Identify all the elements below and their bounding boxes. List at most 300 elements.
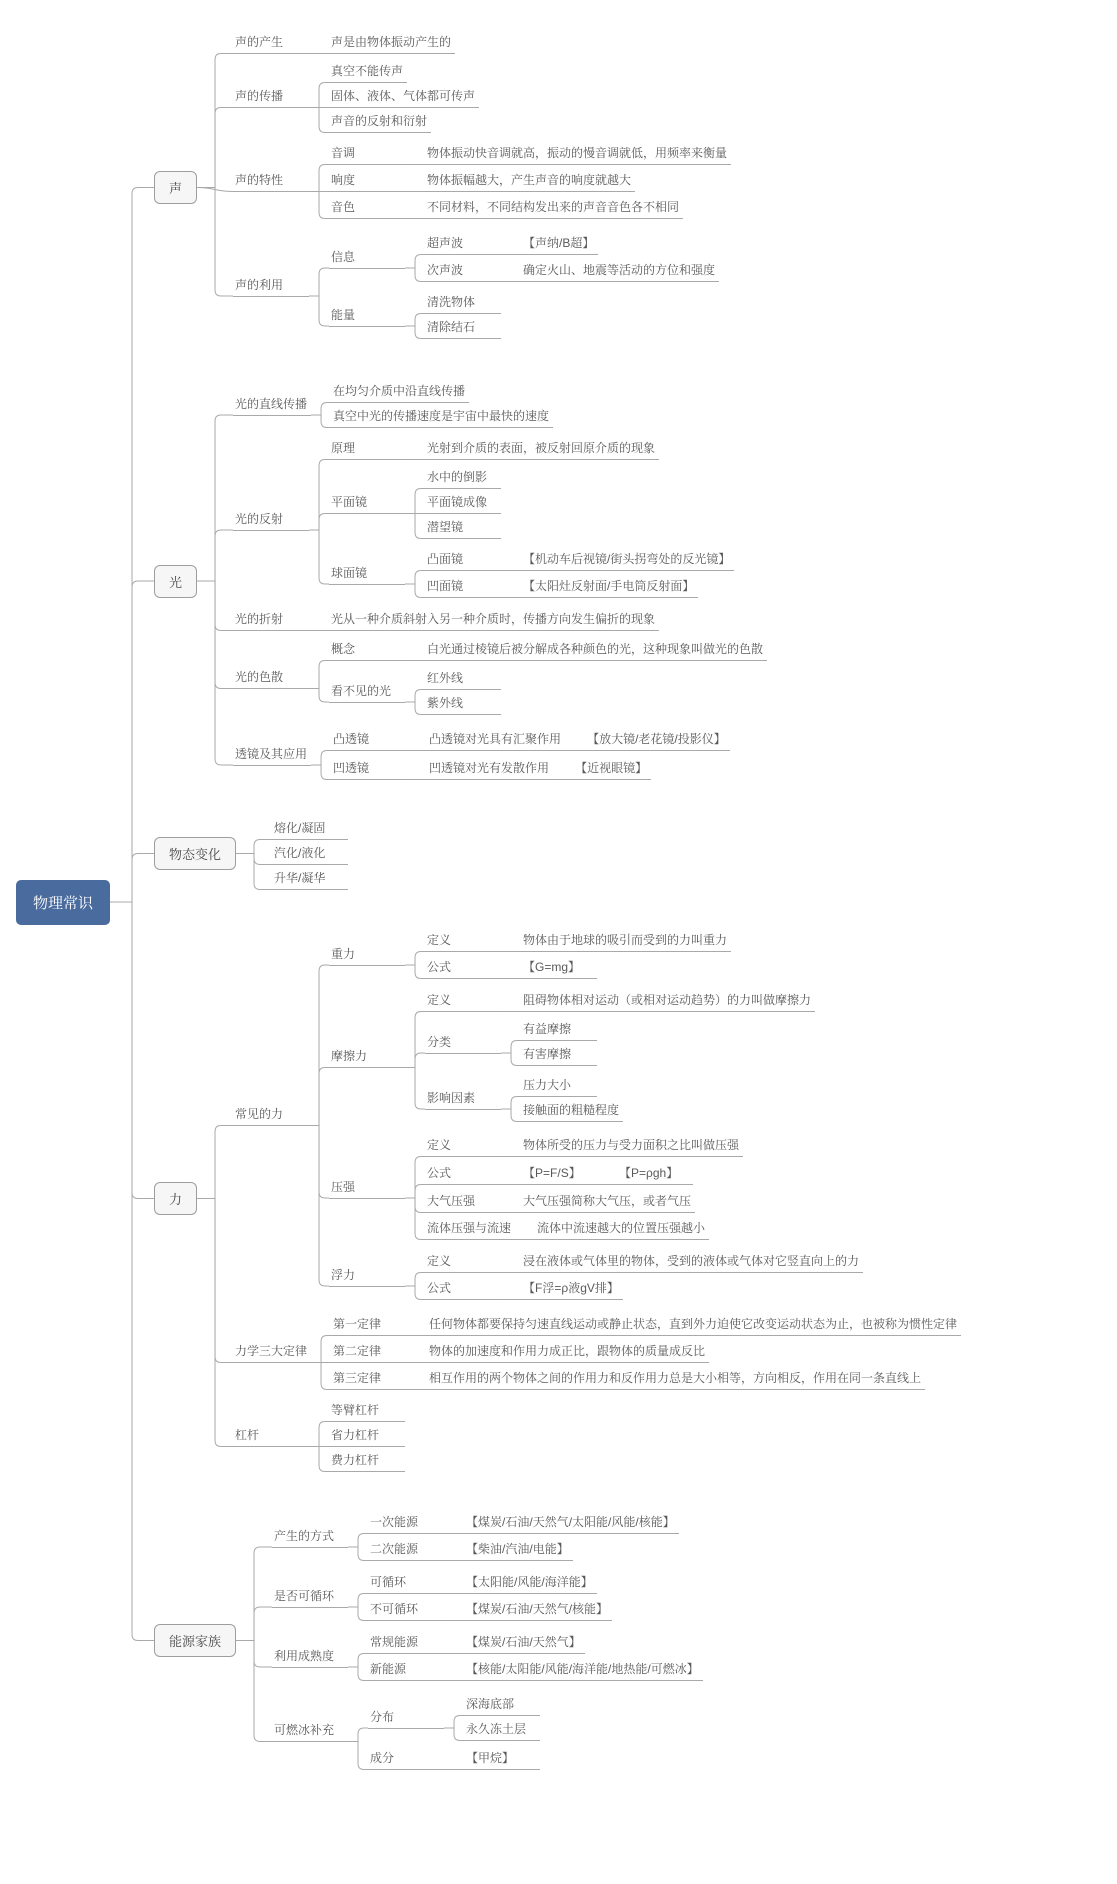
topic-node[interactable]: 流体压强与流速 bbox=[425, 1217, 515, 1240]
topic-node[interactable]: 清除结石 bbox=[425, 316, 501, 339]
mindmap-subtree bbox=[329, 465, 734, 540]
mindmap-subtree bbox=[425, 692, 501, 715]
topic-node[interactable]: 光射到介质的表面，被反射回原介质的现象 bbox=[425, 437, 659, 460]
children-group bbox=[425, 168, 635, 193]
mindmap-subtree bbox=[233, 636, 767, 719]
mindmap-subtree bbox=[425, 574, 734, 599]
children-group bbox=[427, 726, 730, 753]
mindmap-subtree bbox=[425, 1133, 743, 1158]
topic-node[interactable]: 声是由物体振动产生的 bbox=[329, 31, 455, 54]
topic-node[interactable]: 透镜及其应用 bbox=[233, 743, 311, 766]
children-group bbox=[329, 924, 863, 1305]
mindmap-subtree bbox=[521, 1190, 695, 1213]
topic-node[interactable]: 不可循环 bbox=[368, 1598, 444, 1621]
topic-node[interactable]: 声的传播 bbox=[233, 85, 309, 108]
branch-node[interactable]: 光 bbox=[154, 565, 197, 598]
topic-node[interactable]: 升华/凝华 bbox=[272, 867, 348, 890]
topic-node[interactable]: 【煤炭/石油/天然气/太阳能/风能/核能】 bbox=[464, 1511, 679, 1534]
mindmap-subtree bbox=[425, 316, 501, 339]
topic-node[interactable]: 【F浮=ρ液gV排】 bbox=[521, 1277, 623, 1300]
topic-node[interactable]: 【G=mg】 bbox=[521, 956, 597, 979]
children-group bbox=[521, 955, 597, 980]
mindmap-subtree bbox=[521, 232, 598, 255]
topic-node[interactable]: 常规能源 bbox=[368, 1631, 444, 1654]
mindmap-subtree bbox=[329, 60, 479, 83]
topic-node[interactable]: 光的折射 bbox=[233, 608, 309, 631]
topic-node[interactable]: 红外线 bbox=[425, 667, 501, 690]
topic-node[interactable]: 【放大镜/老花镜/投影仪】 bbox=[585, 728, 730, 751]
mindmap-subtree bbox=[573, 757, 651, 780]
mindmap-subtree bbox=[425, 291, 501, 314]
topic-node[interactable]: 分类 bbox=[425, 1031, 501, 1054]
topic-node[interactable]: 公式 bbox=[425, 1162, 501, 1185]
topic-node[interactable]: 原理 bbox=[329, 437, 405, 460]
mindmap-subtree bbox=[425, 169, 635, 192]
mindmap-subtree bbox=[154, 921, 961, 1476]
topic-node[interactable]: 公式 bbox=[425, 1277, 501, 1300]
mindmap-subtree bbox=[521, 1134, 743, 1157]
mindmap-subtree bbox=[427, 1340, 709, 1363]
mindmap-subtree bbox=[233, 140, 731, 221]
mindmap-subtree bbox=[464, 1598, 612, 1621]
mindmap-subtree bbox=[233, 379, 767, 429]
mindmap-subtree bbox=[329, 987, 863, 1126]
topic-node[interactable]: 能量 bbox=[329, 304, 405, 327]
mindmap-subtree bbox=[425, 196, 683, 219]
mindmap-subtree bbox=[272, 867, 348, 890]
children-group bbox=[425, 666, 501, 716]
mindmap-subtree bbox=[272, 817, 348, 840]
topic-node[interactable]: 清洗物体 bbox=[425, 291, 501, 314]
children-group bbox=[521, 1160, 693, 1187]
mindmap-subtree bbox=[233, 607, 767, 632]
mindmap-subtree bbox=[521, 956, 597, 979]
mindmap-subtree bbox=[233, 1311, 961, 1392]
mindmap-subtree bbox=[521, 259, 719, 282]
topic-node[interactable]: 影响因素 bbox=[425, 1087, 501, 1110]
topic-node[interactable]: 有害摩擦 bbox=[521, 1043, 597, 1066]
children-group bbox=[425, 465, 501, 540]
topic-node[interactable]: 定义 bbox=[425, 989, 501, 1012]
mindmap-subtree bbox=[329, 1248, 863, 1302]
topic-node[interactable]: 声的利用 bbox=[233, 274, 309, 297]
children-group bbox=[329, 30, 455, 55]
topic-node[interactable]: 概念 bbox=[329, 638, 405, 661]
topic-node[interactable]: 压强 bbox=[329, 1176, 405, 1199]
children-group bbox=[464, 1597, 612, 1622]
topic-node[interactable]: 杠杆 bbox=[233, 1424, 309, 1447]
topic-node[interactable]: 是否可循环 bbox=[272, 1585, 348, 1608]
children-group bbox=[425, 141, 731, 166]
children-group bbox=[425, 987, 815, 1126]
children-group bbox=[425, 436, 659, 461]
mindmap-subtree bbox=[331, 405, 553, 428]
topic-node[interactable]: 永久冻土层 bbox=[464, 1718, 540, 1741]
topic-node[interactable]: 音调 bbox=[329, 142, 405, 165]
topic-node[interactable]: 深海底部 bbox=[464, 1693, 540, 1716]
topic-node[interactable]: 凹面镜 bbox=[425, 575, 501, 598]
topic-node[interactable]: 【柴油/汽油/电能】 bbox=[464, 1538, 573, 1561]
children-group bbox=[521, 1133, 743, 1158]
mindmap-subtree bbox=[329, 1449, 405, 1472]
topic-node[interactable]: 光的直线传播 bbox=[233, 393, 311, 416]
topic-node[interactable]: 光从一种介质斜射入另一种介质时，传播方向发生偏折的现象 bbox=[329, 608, 659, 631]
topic-node[interactable]: 光的色散 bbox=[233, 666, 309, 689]
children-group bbox=[521, 1073, 623, 1123]
topic-node[interactable]: 确定火山、地震等活动的方位和强度 bbox=[521, 259, 719, 282]
children-group bbox=[368, 1689, 540, 1772]
mindmap-subtree bbox=[425, 547, 734, 572]
children-group bbox=[425, 230, 719, 284]
children-group bbox=[368, 1569, 612, 1623]
topic-node[interactable]: 凹透镜 bbox=[331, 757, 407, 780]
mindmap-subtree bbox=[329, 290, 719, 340]
topic-node[interactable]: 二次能源 bbox=[368, 1538, 444, 1561]
topic-node[interactable]: 次声波 bbox=[425, 259, 501, 282]
topic-node[interactable]: 真空不能传声 bbox=[329, 60, 407, 83]
mindmap-subtree bbox=[535, 1217, 709, 1240]
topic-node[interactable]: 固体、液体、气体都可传声 bbox=[329, 85, 479, 108]
mindmap-subtree bbox=[329, 168, 731, 193]
topic-node[interactable]: 新能源 bbox=[368, 1658, 444, 1681]
topic-node[interactable]: 潜望镜 bbox=[425, 516, 501, 539]
children-group bbox=[464, 1537, 573, 1562]
mindmap-subtree bbox=[329, 85, 479, 108]
mindmap-subtree bbox=[272, 1509, 703, 1563]
topic-node[interactable]: 定义 bbox=[425, 1134, 501, 1157]
topic-node[interactable]: 一次能源 bbox=[368, 1511, 444, 1534]
topic-node[interactable]: 大气压强简称大气压，或者气压 bbox=[521, 1190, 695, 1213]
topic-node[interactable]: 【煤炭/石油/天然气/核能】 bbox=[464, 1598, 612, 1621]
mindmap-subtree bbox=[154, 816, 961, 891]
mindmap-subtree bbox=[329, 666, 767, 716]
children-group bbox=[233, 29, 731, 346]
children-group bbox=[425, 290, 501, 340]
children-group bbox=[272, 1506, 703, 1775]
topic-node[interactable]: 声音的反射和衍射 bbox=[329, 110, 431, 133]
topic-node[interactable]: 超声波 bbox=[425, 232, 501, 255]
children-group bbox=[521, 1249, 863, 1274]
mindmap-subtree bbox=[368, 1510, 679, 1535]
mindmap-subtree bbox=[368, 1630, 703, 1655]
children-group bbox=[233, 921, 961, 1476]
children-group bbox=[464, 1510, 679, 1535]
topic-node[interactable]: 真空中光的传播速度是宇宙中最快的速度 bbox=[331, 405, 553, 428]
mindmap-subtree bbox=[329, 31, 455, 54]
topic-node[interactable]: 浮力 bbox=[329, 1264, 405, 1287]
mindmap-subtree bbox=[425, 1017, 815, 1067]
mindmap-subtree bbox=[329, 110, 479, 133]
mindmap-subtree bbox=[329, 141, 731, 166]
children-group bbox=[368, 1509, 679, 1563]
mindmap-subtree bbox=[233, 924, 961, 1305]
mindmap-subtree bbox=[329, 195, 731, 220]
children-group bbox=[425, 546, 734, 600]
topic-node[interactable]: 可燃冰补充 bbox=[272, 1719, 348, 1742]
topic-node[interactable]: 凸透镜 bbox=[331, 728, 407, 751]
mindmap-subtree bbox=[425, 1073, 815, 1123]
topic-node[interactable]: 【太阳能/风能/海洋能】 bbox=[464, 1571, 597, 1594]
topic-node[interactable]: 在均匀介质中沿直线传播 bbox=[331, 380, 469, 403]
mindmap-subtree bbox=[368, 1657, 703, 1682]
topic-node[interactable]: 【近视眼镜】 bbox=[573, 757, 651, 780]
children-group bbox=[464, 1692, 540, 1742]
topic-node[interactable]: 声的产生 bbox=[233, 31, 309, 54]
topic-node[interactable]: 产生的方式 bbox=[272, 1525, 348, 1548]
topic-node[interactable]: 凸透镜对光具有汇聚作用 bbox=[427, 728, 565, 751]
mindmap-subtree bbox=[521, 1161, 693, 1186]
topic-node[interactable]: 第三定律 bbox=[331, 1367, 407, 1390]
topic-node[interactable]: 第一定律 bbox=[331, 1313, 407, 1336]
children-group bbox=[464, 1746, 540, 1771]
topic-node[interactable]: 音色 bbox=[329, 196, 405, 219]
mindmap-subtree bbox=[233, 59, 731, 134]
children-group bbox=[272, 816, 348, 891]
mindmap-subtree bbox=[368, 1597, 612, 1622]
children-group bbox=[521, 1017, 597, 1067]
topic-node[interactable]: 看不见的光 bbox=[329, 680, 405, 703]
mindmap-subtree bbox=[425, 491, 501, 514]
topic-node[interactable]: 分布 bbox=[368, 1706, 444, 1729]
topic-node[interactable]: 力学三大定律 bbox=[233, 1340, 311, 1363]
topic-node[interactable]: 物体所受的压力与受力面积之比叫做压强 bbox=[521, 1134, 743, 1157]
mindmap-subtree bbox=[585, 728, 730, 751]
children-group bbox=[329, 59, 479, 134]
children-group bbox=[521, 231, 598, 256]
mindmap-subtree bbox=[425, 1249, 863, 1274]
children-group bbox=[425, 1248, 863, 1302]
topic-node[interactable]: 紫外线 bbox=[425, 692, 501, 715]
children-group bbox=[427, 1339, 709, 1364]
topic-node[interactable]: 平面镜成像 bbox=[425, 491, 501, 514]
children-group bbox=[521, 988, 815, 1013]
topic-node[interactable]: 【太阳灶反射面/手电筒反射面】 bbox=[521, 575, 698, 598]
children-group bbox=[331, 1311, 961, 1392]
mindmap-subtree bbox=[425, 667, 501, 690]
children-group bbox=[521, 1189, 695, 1214]
mindmap-subtree bbox=[331, 755, 730, 782]
topic-node[interactable]: 响度 bbox=[329, 169, 405, 192]
topic-node[interactable]: 球面镜 bbox=[329, 562, 405, 585]
mindmap-subtree bbox=[272, 1629, 703, 1683]
mindmap-subtree bbox=[272, 1569, 703, 1623]
topic-node[interactable]: 水中的倒影 bbox=[425, 466, 501, 489]
topic-node[interactable]: 物体振动快音调就高，振动的慢音调就低，用频率来衡量 bbox=[425, 142, 731, 165]
topic-node[interactable]: 大气压强 bbox=[425, 1190, 501, 1213]
topic-node[interactable]: 常见的力 bbox=[233, 1103, 309, 1126]
children-group bbox=[521, 928, 731, 953]
topic-node[interactable]: 浸在液体或气体里的物体，受到的液体或气体对它竖直向上的力 bbox=[521, 1250, 863, 1273]
mindmap-subtree bbox=[233, 725, 767, 783]
topic-node[interactable]: 摩擦力 bbox=[329, 1045, 405, 1068]
topic-node[interactable]: 公式 bbox=[425, 956, 501, 979]
mindmap-subtree bbox=[425, 1276, 863, 1301]
mindmap-subtree bbox=[331, 1339, 961, 1364]
topic-node[interactable]: 有益摩擦 bbox=[521, 1018, 597, 1041]
topic-node[interactable]: 白光通过棱镜后被分解成各种颜色的光，这种现象叫做光的色散 bbox=[425, 638, 767, 661]
mindmap-subtree bbox=[329, 436, 734, 461]
mindmap-subtree bbox=[425, 231, 719, 256]
mindmap-subtree bbox=[233, 227, 731, 343]
mindmap-subtree bbox=[329, 608, 659, 631]
mindmap-subtree bbox=[272, 842, 348, 865]
children-group bbox=[427, 755, 651, 782]
mindmap-subtree bbox=[521, 1074, 623, 1097]
topic-node[interactable]: 光的反射 bbox=[233, 508, 309, 531]
mindmap-subtree bbox=[464, 1631, 585, 1654]
mindmap-subtree bbox=[233, 30, 731, 55]
mindmap-subtree bbox=[425, 955, 731, 980]
topic-node[interactable]: 【声纳/B超】 bbox=[521, 232, 598, 255]
mindmap-subtree bbox=[329, 637, 767, 662]
children-group bbox=[154, 14, 961, 1790]
topic-node[interactable]: 费力杠杆 bbox=[329, 1449, 405, 1472]
mindmap-subtree bbox=[331, 380, 553, 403]
mindmap-subtree bbox=[425, 1216, 743, 1241]
topic-node[interactable]: 物体振幅越大，产生声音的响度就越大 bbox=[425, 169, 635, 192]
branch-node[interactable]: 物态变化 bbox=[154, 837, 236, 870]
topic-node[interactable]: 【机动车后视镜/街头拐弯处的反光镜】 bbox=[521, 548, 734, 571]
mindmap-subtree bbox=[329, 1399, 405, 1422]
children-group bbox=[427, 1312, 961, 1337]
children-group bbox=[521, 547, 734, 572]
topic-node[interactable]: 流体中流速越大的位置压强越小 bbox=[535, 1217, 709, 1240]
mindmap-subtree bbox=[521, 929, 731, 952]
mindmap-subtree bbox=[464, 1511, 679, 1534]
mindmap-subtree bbox=[521, 989, 815, 1012]
topic-node[interactable]: 凸面镜 bbox=[425, 548, 501, 571]
root-node[interactable]: 物理常识 bbox=[16, 880, 110, 925]
topic-node[interactable]: 相互作用的两个物体之间的作用力和反作用力总是大小相等，方向相反，作用在同一条直线上 bbox=[427, 1367, 925, 1390]
mindmap-subtree bbox=[329, 230, 719, 284]
mindmap-subtree bbox=[425, 1160, 743, 1187]
branch-node[interactable]: 能源家族 bbox=[154, 1624, 236, 1657]
topic-node[interactable]: 第二定律 bbox=[331, 1340, 407, 1363]
children-group bbox=[329, 636, 767, 719]
topic-node[interactable]: 可循环 bbox=[368, 1571, 444, 1594]
children-group bbox=[331, 725, 730, 783]
children-group bbox=[329, 607, 659, 632]
topic-node[interactable]: 成分 bbox=[368, 1747, 444, 1770]
topic-node[interactable]: 信息 bbox=[329, 246, 405, 269]
topic-node[interactable]: 熔化/凝固 bbox=[272, 817, 348, 840]
children-group bbox=[521, 1276, 623, 1301]
mindmap-subtree bbox=[272, 1689, 703, 1772]
children-group bbox=[368, 1629, 703, 1683]
mindmap-subtree bbox=[617, 1162, 693, 1185]
topic-node[interactable]: 接触面的粗糙程度 bbox=[521, 1099, 623, 1122]
children-group bbox=[617, 1161, 693, 1186]
topic-node[interactable]: 【甲烷】 bbox=[464, 1747, 540, 1770]
children-group bbox=[535, 1216, 709, 1241]
topic-node[interactable]: 【核能/太阳能/风能/海洋能/地热能/可燃冰】 bbox=[464, 1658, 703, 1681]
mindmap-subtree bbox=[154, 29, 961, 346]
topic-node[interactable]: 汽化/液化 bbox=[272, 842, 348, 865]
mindmap-subtree bbox=[521, 1250, 863, 1273]
topic-node[interactable]: 省力杠杆 bbox=[329, 1424, 405, 1447]
topic-node[interactable]: 利用成熟度 bbox=[272, 1645, 348, 1668]
mindmap-subtree bbox=[368, 1537, 679, 1562]
mindmap-subtree bbox=[425, 1189, 743, 1214]
mindmap-subtree bbox=[521, 575, 698, 598]
mindmap-subtree bbox=[521, 1018, 597, 1041]
branch-node[interactable]: 力 bbox=[154, 1182, 197, 1215]
mindmap-subtree bbox=[427, 756, 651, 781]
children-group bbox=[425, 1132, 743, 1242]
mindmap-subtree bbox=[427, 727, 730, 752]
mindmap-subtree bbox=[329, 1424, 405, 1447]
children-group bbox=[521, 574, 698, 599]
mindmap-subtree bbox=[425, 638, 767, 661]
children-group bbox=[464, 1657, 703, 1682]
mindmap-subtree bbox=[464, 1571, 597, 1594]
mindmap-subtree bbox=[329, 1132, 863, 1242]
mindmap-subtree bbox=[521, 1099, 623, 1122]
mindmap-subtree bbox=[425, 516, 501, 539]
children-group bbox=[329, 227, 719, 343]
mindmap-subtree bbox=[368, 1570, 612, 1595]
topic-node[interactable]: 不同材料，不同结构发出来的声音音色各不相同 bbox=[425, 196, 683, 219]
topic-node[interactable]: 任何物体都要保持匀速直线运动或静止状态，直到外力迫使它改变运动状态为止，也被称为惯性定律 bbox=[427, 1313, 961, 1336]
mindmap-subtree bbox=[464, 1538, 573, 1561]
branch-node[interactable]: 声 bbox=[154, 171, 197, 204]
children-group bbox=[585, 727, 730, 752]
mindmap-subtree bbox=[154, 1506, 961, 1775]
topic-node[interactable]: 定义 bbox=[425, 1250, 501, 1273]
mindmap-subtree bbox=[464, 1747, 540, 1770]
children-group bbox=[573, 756, 651, 781]
children-group bbox=[329, 1398, 405, 1473]
children-group bbox=[464, 1630, 585, 1655]
children-group bbox=[331, 379, 553, 429]
mindmap-subtree bbox=[425, 258, 719, 283]
mindmap-subtree bbox=[464, 1693, 540, 1716]
mindmap-subtree bbox=[425, 928, 731, 953]
topic-node[interactable]: 声的特性 bbox=[233, 169, 309, 192]
mindmap-subtree bbox=[233, 1398, 961, 1473]
children-group bbox=[427, 1366, 925, 1391]
mindmap-subtree bbox=[329, 927, 863, 981]
topic-node[interactable]: 等臂杠杆 bbox=[329, 1399, 405, 1422]
children-group bbox=[464, 1570, 597, 1595]
children-group bbox=[521, 258, 719, 283]
topic-node[interactable]: 凹透镜对光有发散作用 bbox=[427, 757, 553, 780]
mindmap-subtree bbox=[464, 1658, 703, 1681]
topic-node[interactable]: 重力 bbox=[329, 943, 405, 966]
mindmap-subtree bbox=[233, 435, 767, 603]
topic-node[interactable]: 【P=F/S】 bbox=[521, 1162, 597, 1185]
topic-node[interactable]: 【P=ρgh】 bbox=[617, 1162, 693, 1185]
children-group bbox=[233, 376, 767, 786]
topic-node[interactable]: 平面镜 bbox=[329, 491, 405, 514]
topic-node[interactable]: 物体的加速度和作用力成正比，跟物体的质量成反比 bbox=[427, 1340, 709, 1363]
topic-node[interactable]: 【煤炭/石油/天然气】 bbox=[464, 1631, 585, 1654]
mindmap-subtree bbox=[521, 1043, 597, 1066]
children-group bbox=[425, 637, 767, 662]
mindmap-subtree bbox=[427, 1367, 925, 1390]
topic-node[interactable]: 定义 bbox=[425, 929, 501, 952]
children-group bbox=[329, 435, 734, 603]
topic-node[interactable]: 物体由于地球的吸引而受到的力叫重力 bbox=[521, 929, 731, 952]
mindmap-subtree bbox=[331, 726, 730, 753]
topic-node[interactable]: 压力大小 bbox=[521, 1074, 597, 1097]
mindmap-subtree bbox=[425, 142, 731, 165]
topic-node[interactable]: 阻碍物体相对运动（或相对运动趋势）的力叫做摩擦力 bbox=[521, 989, 815, 1012]
mindmap-subtree bbox=[427, 1313, 961, 1336]
mindmap-subtree bbox=[464, 1718, 540, 1741]
mindmap-subtree bbox=[368, 1692, 540, 1742]
mindmap-subtree bbox=[521, 548, 734, 571]
